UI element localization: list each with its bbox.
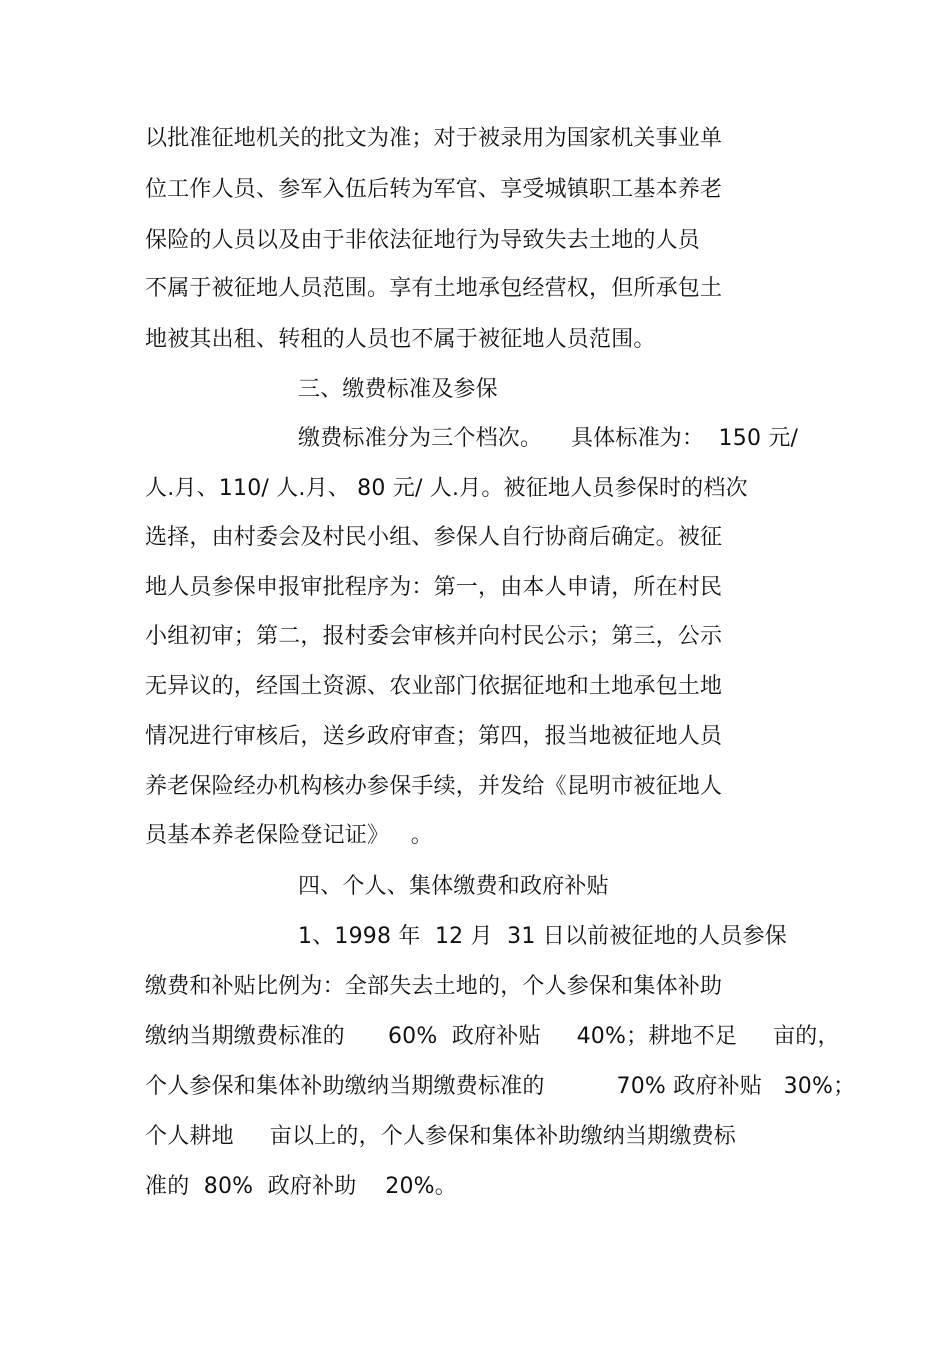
paragraph-line: 小组初审；第二，报村委会审核并向村民公示；第三，公示 [145, 624, 723, 649]
paragraph-line: 保险的人员以及由于非依法征地行为导致失去土地的人员 [145, 228, 701, 253]
paragraph-line: 养老保险经办机构核办参保手续，并发给《昆明市被征地人 [145, 774, 723, 799]
paragraph-line: 选择，由村委会及村民小组、参保人自行协商后确定。被征 [145, 525, 723, 550]
paragraph-line: 地被其出租、转租的人员也不属于被征地人员范围。 [145, 327, 656, 352]
section-heading: 四、个人、集体缴费和政府补贴 [298, 874, 609, 899]
paragraph-line: 不属于被征地人员范围。享有土地承包经营权，但所承包土 [145, 276, 723, 301]
paragraph-line: 以批准征地机关的批文为准；对于被录用为国家机关事业单 [145, 126, 723, 151]
paragraph-line: 员基本养老保险登记证》 。 [145, 823, 433, 848]
paragraph-line: 位工作人员、参军入伍后转为军官、享受城镇职工基本养老 [145, 177, 723, 202]
paragraph-line: 准的 80% 政府补助 20%。 [145, 1174, 457, 1199]
paragraph-line: 人.月、110/ 人.月、 80 元/ 人.月。被征地人员参保时的档次 [145, 476, 748, 501]
section-heading: 三、缴费标准及参保 [298, 377, 498, 402]
paragraph-line: 缴费标准分为三个档次。 具体标准为： 150 元/ [298, 426, 799, 451]
paragraph-line: 缴纳当期缴费标准的 60% 政府补贴 40%；耕地不足 亩的， [145, 1024, 840, 1049]
paragraph-line: 个人参保和集体补助缴纳当期缴费标准的 70% 政府补贴 30%； [145, 1074, 856, 1099]
paragraph-line: 无异议的，经国土资源、农业部门依据征地和土地承包土地 [145, 674, 723, 699]
paragraph-line: 情况进行审核后，送乡政府审查；第四，报当地被征地人员 [145, 724, 723, 749]
paragraph-line: 个人耕地 亩以上的，个人参保和集体补助缴纳当期缴费标 [145, 1124, 736, 1149]
paragraph-line: 缴费和补贴比例为：全部失去土地的，个人参保和集体补助 [145, 974, 723, 999]
paragraph-line: 地人员参保申报审批程序为：第一，由本人申请，所在村民 [145, 575, 723, 600]
paragraph-line: 1、1998 年 12 月 31 日以前被征地的人员参保 [298, 924, 787, 949]
